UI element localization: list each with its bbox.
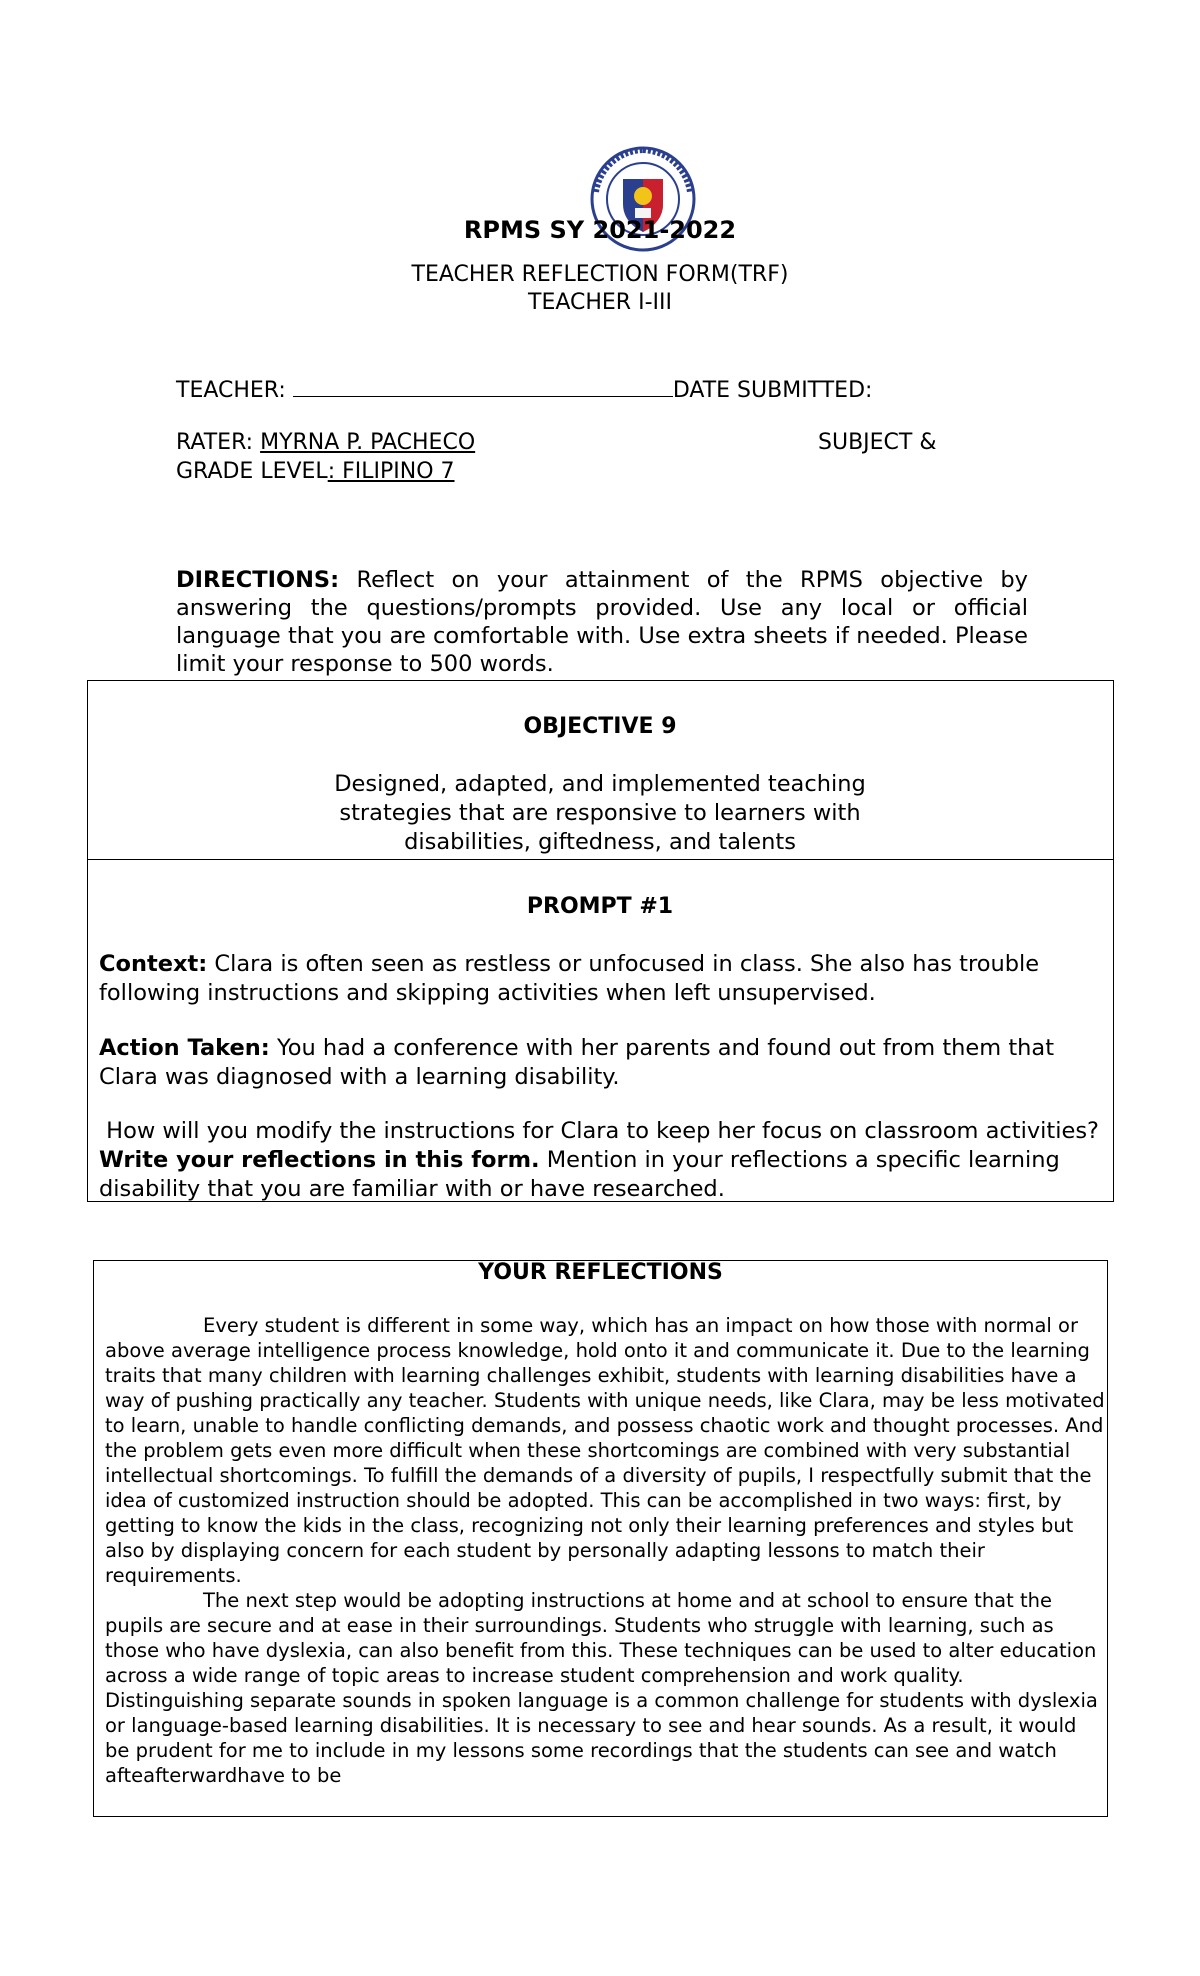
teacher-field xyxy=(176,374,872,403)
grade-level-label: GRADE LEVEL xyxy=(176,459,328,484)
action-label: Action Taken: xyxy=(99,1035,270,1061)
objective-title: OBJECTIVE 9 xyxy=(523,714,677,739)
position-level: TEACHER I-III xyxy=(528,290,672,315)
directions-label: DIRECTIONS: xyxy=(176,567,340,593)
date-label: DATE SUBMITTED: xyxy=(672,378,873,403)
context-label: Context: xyxy=(99,951,208,977)
rater-label: RATER: xyxy=(176,430,261,455)
grade-level-field xyxy=(176,459,455,484)
action-text: You had a conference with her parents and found out from them that Clara was diagnosed with a learning disability. xyxy=(99,1035,1055,1090)
rater-field xyxy=(176,430,475,455)
teacher-label: TEACHER: xyxy=(176,378,293,403)
reflections-body xyxy=(105,1313,1105,1788)
reflection-paragraph-2: The next step would be adopting instructions at home and at school to ensure that the pupils are secure and at ease in their surroundings. Students who struggle with learning, such as those who have dyslexia, can also benefit from this. These techniques can be used to alter education across a wide range of topic areas to increase student comprehension and work quality. Distinguishing separate sounds in spoken language is a common challenge for students with dyslexia or language-based learning disabilities. It is necessary to see and hear sounds. As a result, it would be prudent for me to include in my lessons some recordings that the students can see and watch afteafterwardhave to be xyxy=(105,1589,1098,1787)
prompt-action xyxy=(99,1034,1104,1092)
prompt-context xyxy=(99,950,1104,1008)
page-title: RPMS SY 2021-2022 xyxy=(463,216,737,244)
subject-label: SUBJECT & xyxy=(818,430,937,455)
prompt-title: PROMPT #1 xyxy=(526,894,674,919)
reflection-paragraph-1: Every student is different in some way, which has an impact on how those with normal or above average intelligence process knowledge, hold onto it and communicate it. Due to the learning traits that many children with learning challenges exhibit, students with learning disabilities have a way of pushing practically any teacher. Students with unique needs, like Clara, may be less motivated to learn, unable to handle conflicting demands, and possess chaotic work and thought processes. And the problem gets even more difficult when these shortcomings are combined with very substantial intellectual shortcomings. To fulfill the demands of a diversity of pupils, I respectfully submit that the idea of customized instruction should be adopted. This can be accomplished in two ways: first, by getting to know the kids in the class, recognizing not only their learning preferences and styles but also by displaying concern for each student by personally adapting lessons to match their requirements. xyxy=(105,1314,1105,1587)
question-text-1: How will you modify the instructions for Clara to keep her focus on classroom activities? xyxy=(99,1118,1107,1144)
context-text: Clara is often seen as restless or unfocused in class. She also has trouble following instructions and skipping activities when left unsupervised. xyxy=(99,951,1040,1006)
rater-value: MYRNA P. PACHECO xyxy=(260,430,476,455)
question-bold: Write your reflections in this form. xyxy=(99,1147,540,1173)
form-name: TEACHER REFLECTION FORM(TRF) xyxy=(411,262,789,287)
directions xyxy=(176,566,1028,678)
teacher-blank[interactable] xyxy=(293,374,673,397)
prompt-question xyxy=(99,1117,1107,1204)
directions-text: Reflect on your attainment of the RPMS objective by answering the questions/prompts provided. Use any local or official language that you are comfortable with. Use extra sheets if needed. Please limit your response to 500 words. xyxy=(176,567,1028,677)
subject-value: : FILIPINO 7 xyxy=(327,459,455,484)
objective-text: Designed, adapted, and implemented teaching strategies that are responsive to learners with disabilities, giftedness, and talents xyxy=(334,771,866,855)
question-text-2: Mention in your reflections a specific learning disability that you are familiar with or have researched. xyxy=(99,1147,1060,1202)
reflections-title: YOUR REFLECTIONS xyxy=(478,1260,723,1285)
